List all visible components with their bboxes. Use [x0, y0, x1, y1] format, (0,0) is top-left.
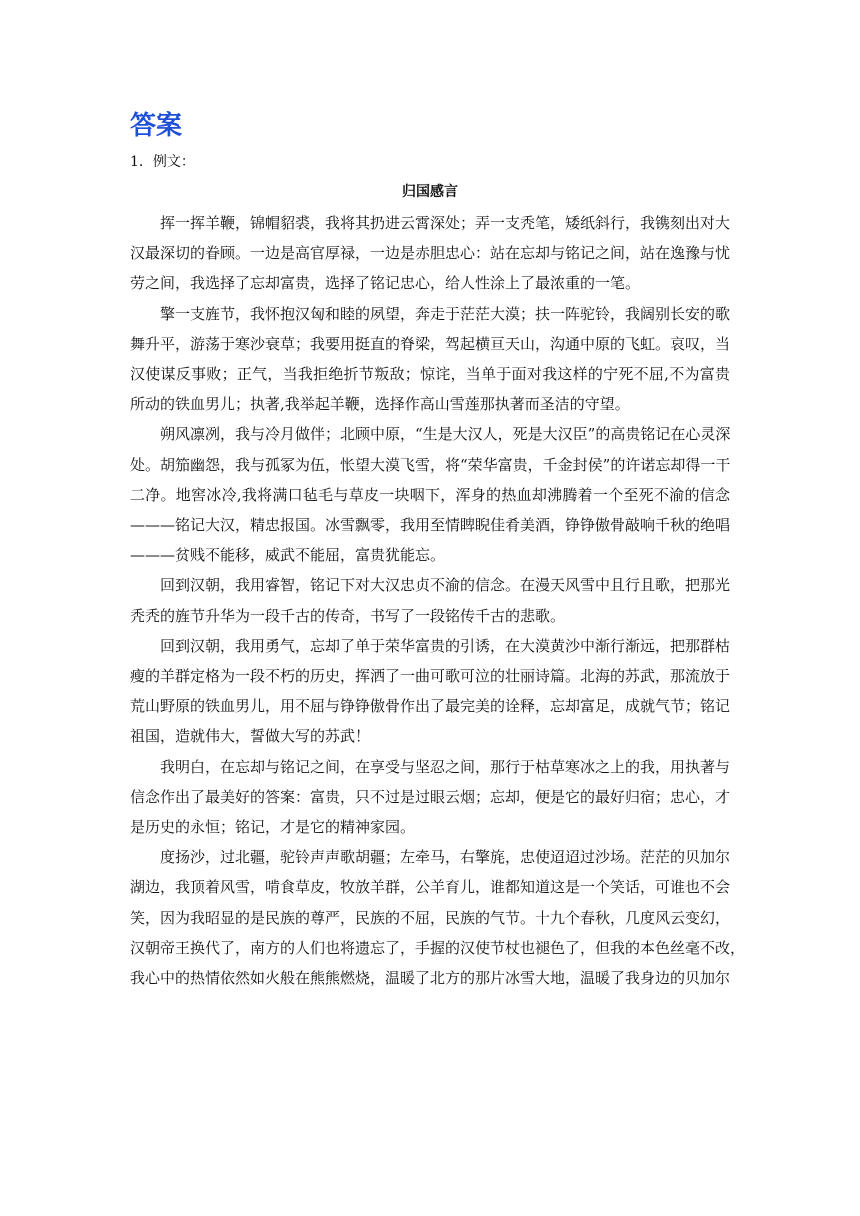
essay-line: 朔风凛冽，我与冷月做伴；北顾中原，“生是大汉人，死是大汉臣”的高贵铭记在心灵深 [160, 425, 731, 444]
essay-line: 汉使谋反事败；正气，当我拒绝折节叛敌；惊诧，当单于面对我这样的宁死不屈,不为富贵 [130, 365, 730, 384]
essay-line: 处。胡笳幽怨，我与孤冢为伍，怅望大漠飞雪，将“荣华富贵，千金封侯”的许诺忘却得一干 [130, 455, 731, 474]
essay-line: 回到汉朝，我用勇气，忘却了单于荣华富贵的引诱，在大漠黄沙中渐行渐远，把那群枯 [160, 636, 731, 655]
essay-paragraph [130, 842, 746, 993]
document-page [130, 104, 746, 993]
essay-line: 湖边，我顶着风雪，啃食草皮，牧放羊群，公羊育儿，谁都知道这是一个笑话，可谁也不会 [130, 878, 731, 897]
essay-line: 汉最深切的眷顾。一边是高官厚禄，一边是赤胆忠心：站在忘却与铭记之间，站在逸豫与忧 [130, 244, 731, 263]
essay-line: 擎一支旌节，我怀抱汉匈和睦的夙望，奔走于茫茫大漠；扶一阵驼铃，我阔别长安的歌 [160, 304, 731, 323]
essay-paragraph [130, 570, 730, 630]
essay-paragraph [130, 299, 730, 420]
essay-line: 汉朝帝王换代了，南方的人们也将遗忘了，手握的汉使节杖也褪色了，但我的本色丝毫不改， [130, 938, 746, 957]
essay-line: 二净。地窖冰冷,我将满口毡毛与草皮一块咽下，浑身的热血却沸腾着一个至死不渝的信念 [130, 485, 730, 504]
essay-line: 瘦的羊群定格为一段不朽的历史，挥洒了一曲可歌可泣的壮丽诗篇。北海的苏武，那流放于 [130, 667, 731, 686]
essay-line: 祖国，造就伟大，誓做大写的苏武！ [130, 727, 371, 746]
essay-line: 信念作出了最美好的答案：富贵，只不过是过眼云烟；忘却，便是它的最好归宿；忠心，才 [130, 787, 731, 806]
essay-paragraph [130, 752, 730, 843]
essay-body [130, 208, 746, 993]
essay-line: 笑，因为我昭显的是民族的尊严，民族的不屈，民族的气节。十九个春秋，几度风云变幻， [130, 908, 731, 927]
essay-line: 秃秃的旌节升华为一段千古的传奇，书写了一段铭传千古的悲歌。 [130, 606, 566, 625]
essay-paragraph [130, 419, 730, 570]
essay-line: 挥一挥羊鞭，锦帽貂裘，我将其扔进云霄深处；弄一支秃笔，矮纸斜行，我镌刻出对大 [160, 214, 731, 232]
essay-line: 我心中的热情依然如火般在熊熊燃烧，温暖了北方的那片冰雪大地，温暖了我身边的贝加尔 [130, 969, 731, 988]
essay-line: ———贫贱不能移，威武不能屈，富贵犹能忘。 [130, 546, 446, 565]
essay-line: 度扬沙，过北疆，驼铃声声歌胡疆；左牵马，右擎旄，忠使迢迢过沙场。茫茫的贝加尔 [160, 848, 731, 867]
essay-line: ———铭记大汉，精忠报国。冰雪飘零，我用至情睥睨佳肴美酒，铮铮傲骨敲响千秋的绝唱 [130, 516, 731, 535]
essay-line: 劳之间，我选择了忘却富贵，选择了铭记忠心，给人性涂上了最浓重的一笔。 [130, 274, 641, 293]
essay-paragraph [130, 631, 730, 752]
essay-line: 荒山野原的铁血男儿，用不屈与铮铮傲骨作出了最完美的诠释，忘却富足，成就气节；铭记 [130, 697, 731, 716]
essay-line: 所动的铁血男儿；执著,我举起羊鞭，选择作高山雪莲那执著而圣洁的守望。 [130, 395, 630, 414]
essay-line: 舞升平，游荡于寒沙衰草；我要用挺直的脊梁，驾起横亘天山，沟通中原的飞虹。哀叹，当 [130, 334, 731, 353]
essay-title: 归国感言 [402, 184, 458, 200]
essay-line: 是历史的永恒；铭记，才是它的精神家园。 [130, 818, 416, 837]
essay-paragraph [130, 208, 730, 299]
essay-line: 回到汉朝，我用睿智，铭记下对大汉忠贞不渝的信念。在漫天风雪中且行且歌，把那光 [160, 576, 731, 595]
essay-line: 我明白，在忘却与铭记之间，在享受与坚忍之间，那行于枯草寒冰之上的我，用执著与 [160, 757, 731, 776]
question-number: 1．例文： [130, 154, 195, 170]
answer-heading: 答案 [130, 111, 183, 141]
